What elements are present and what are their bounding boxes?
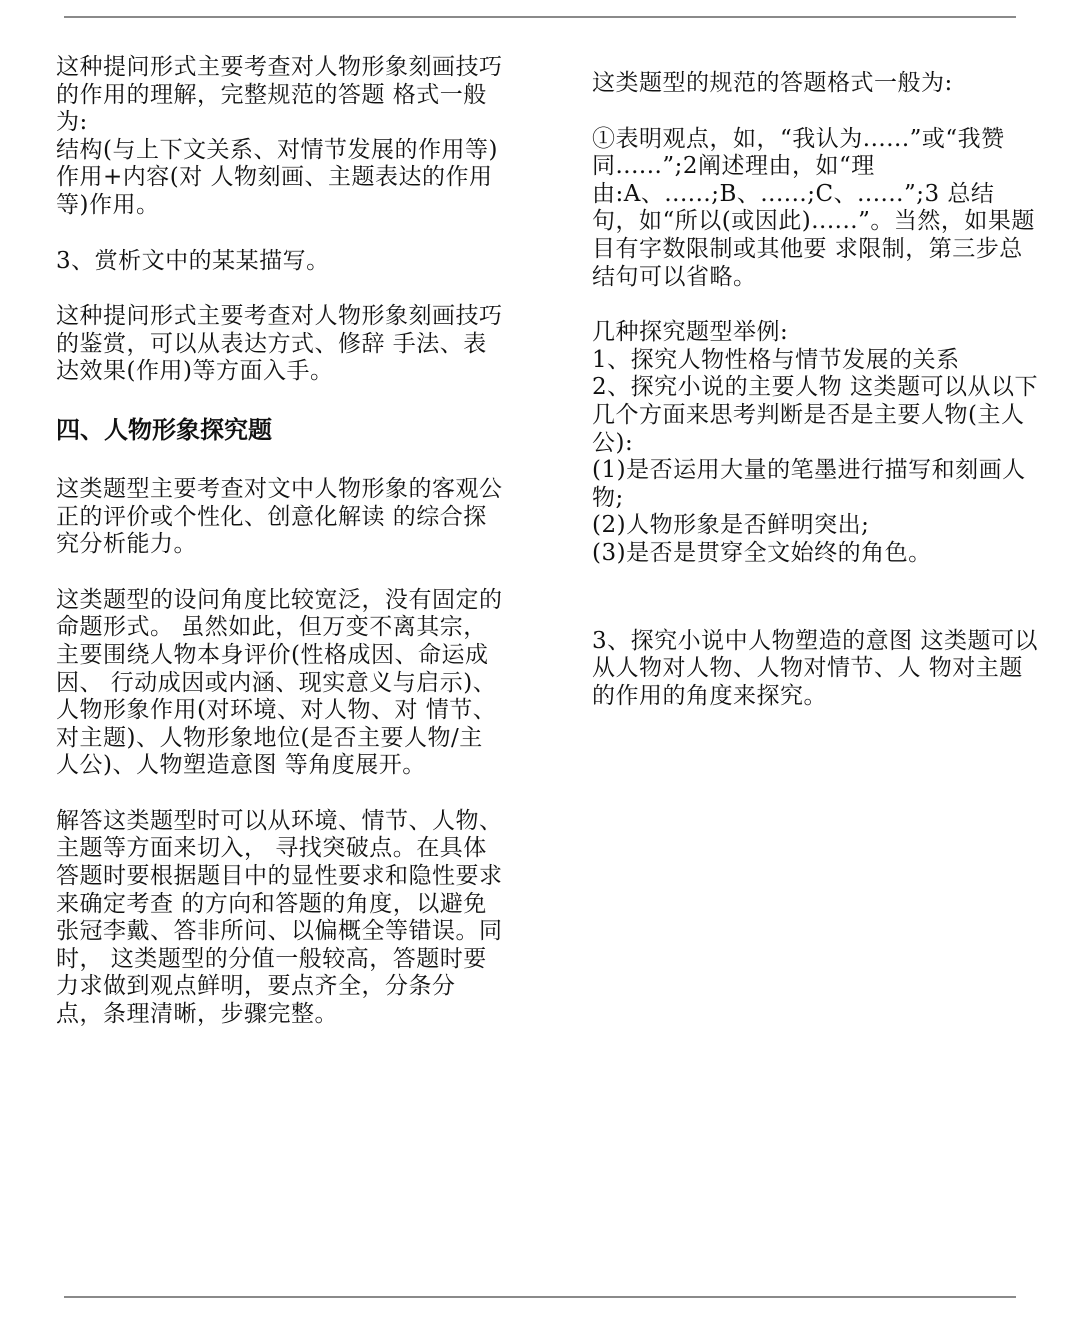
left-column — [56, 54, 504, 1057]
example-item: 2、探究小说的主要人物 这类题可以从以下几个方面来思考判断是否是主要人物(主人公): — [592, 374, 1038, 456]
item-appreciate-description: 3、赏析文中的某某描写。 — [56, 247, 330, 274]
criterion-item: (3)是否是贯穿全文始终的角色。 — [592, 539, 932, 566]
paragraph-format-steps: ①表明观点，如，“我认为......”或“我赞同......”;2阐述理由，如“理由:A、......;B、......;C、......”;3 总结句，如“所以(或因此)......”。当然，如果题目有字数限制或其他要 求限制，第三步总结句可以省略。 — [592, 125, 1035, 290]
intro-group — [56, 54, 504, 220]
paragraph-question-angles: 这类题型的设问角度比较宽泛，没有固定的命题形式。 虽然如此，但万变不离其宗，主要围绕人物本身评价(性格成因、命运成因、 行动成因或内涵、现实意义与启示)、人物形象作用(对环境、对人物、对 情节、对主题)、人物形象地位(是否主要人物/主人公)、人物塑造意图 等角度展开。 — [56, 586, 503, 779]
paragraph-appreciation-method: 这种提问形式主要考查对人物形象刻画技巧的鉴赏，可以从表达方式、修辞 手法、表达效果(作用)等方面入手。 — [56, 303, 503, 385]
criterion-item: (1)是否运用大量的笔墨进行描写和刻画人物; — [592, 457, 1026, 511]
example-item: 1、探究人物性格与情节发展的关系 — [592, 346, 960, 373]
top-divider — [64, 16, 1016, 18]
paragraph-question-focus: 这类题型主要考查对文中人物形象的客观公正的评价或个性化、创意化解读 的综合探究分析能力。 — [56, 475, 503, 558]
examples-title: 几种探究题型举例: — [592, 319, 789, 346]
paragraph-answer-approach: 解答这类题型时可以从环境、情节、人物、主题等方面来切入， 寻找突破点。在具体答题时要根据题目中的显性要求和隐性要求来确定考查 的方向和答题的角度，以避免张冠李戴、答非所问、以偏概全等错误。同时， 这类题型的分值一般较高，答题时要力求做到观点鲜明，要点齐全，分条分 点，条理清晰，步骤完整。 — [56, 807, 503, 1028]
paragraph-format-intro: 这类题型的规范的答题格式一般为: — [592, 70, 953, 96]
paragraph-answer-formula: 结构(与上下文关系、对情节发展的作用等)作用+内容(对 人物刻画、主题表达的作用等)作用。 — [56, 136, 498, 218]
example-item: 3、探究小说中人物塑造的意图 这类题可以从人物对人物、人物对情节、人 物对主题的作用的角度来探究。 — [592, 627, 1038, 709]
right-column — [592, 70, 1040, 738]
bottom-divider — [64, 1296, 1016, 1298]
section-heading: 四、人物形象探究题 — [56, 415, 272, 444]
examples-list — [592, 319, 1040, 567]
paragraph-analysis-intro: 这种提问形式主要考查对人物形象刻画技巧的作用的理解，完整规范的答题 格式一般为: — [56, 54, 503, 136]
criterion-item: (2)人物形象是否鲜明突出; — [592, 512, 870, 539]
